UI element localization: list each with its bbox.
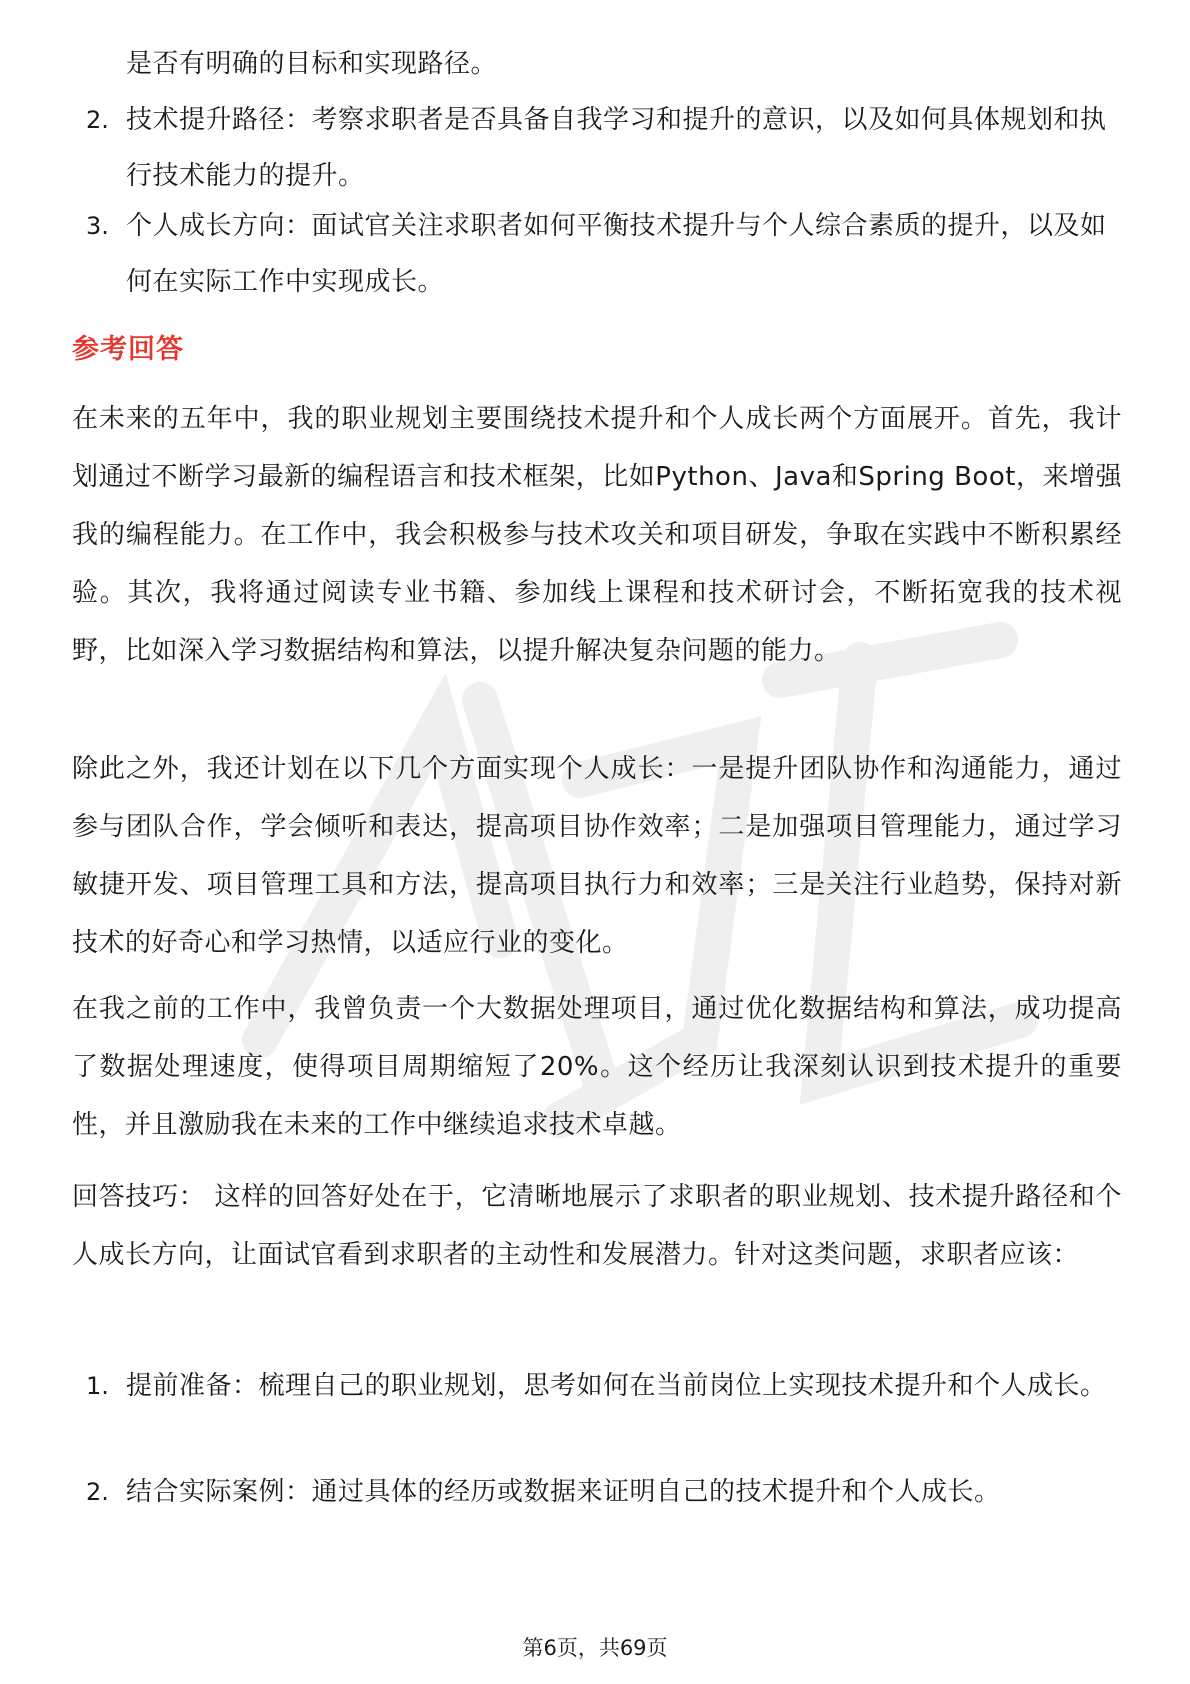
paragraph: 在我之前的工作中，我曾负责一个大数据处理项目，通过优化数据结构和算法，成功提高了数据处理速度，使得项目周期缩短了20%。这个经历让我深刻认识到技术提升的重要性，并且激励我在未来的工作中继续追求技术卓越。 xyxy=(72,994,1122,1140)
list-number: 2. xyxy=(86,1478,109,1506)
list-text: 结合实际案例：通过具体的经历或数据来证明自己的技术提升和个人成长。 xyxy=(126,1477,1001,1507)
section-heading: 参考回答 xyxy=(72,334,184,365)
paragraph: 除此之外，我还计划在以下几个方面实现个人成长：一是提升团队协作和沟通能力，通过参与团队合作，学会倾听和表达，提高项目协作效率；二是加强项目管理能力，通过学习敏捷开发、项目管理工具和方法，提高项目执行力和效率；三是关注行业趋势，保持对新技术的好奇心和学习热情，以适应行业的变化。 xyxy=(72,754,1122,958)
paragraph: 在未来的五年中，我的职业规划主要围绕技术提升和个人成长两个方面展开。首先，我计划通过不断学习最新的编程语言和技术框架，比如Python、Java和Spring Boot，来增强我的编程能力。在工作中，我会积极参与技术攻关和项目研发，争取在实践中不断积累经验。其次，我将通过阅读专业书籍、参加线上课程和技术研讨会，不断拓宽我的技术视野，比如深入学习数据结构和算法，以提升解决复杂问题的能力。 xyxy=(72,404,1122,666)
list-text: 个人成长方向：面试官关注求职者如何平衡技术提升与个人综合素质的提升，以及如何在实际工作中实现成长。 xyxy=(126,211,1107,297)
list-number: 1. xyxy=(86,1372,109,1400)
list-number: 2. xyxy=(86,106,109,134)
tips-paragraph: 回答技巧： 这样的回答好处在于，它清晰地展示了求职者的职业规划、技术提升路径和个人成长方向，让面试官看到求职者的主动性和发展潜力。针对这类问题，求职者应该： xyxy=(72,1182,1122,1270)
list-continuation-text: 是否有明确的目标和实现路径。 xyxy=(126,49,498,79)
list-text: 提前准备：梳理自己的职业规划，思考如何在当前岗位上实现技术提升和个人成长。 xyxy=(126,1371,1107,1401)
list-text: 技术提升路径：考察求职者是否具备自我学习和提升的意识，以及如何具体规划和执行技术能力的提升。 xyxy=(126,105,1107,191)
list-number: 3. xyxy=(86,212,109,240)
page-footer: 第6页，共69页 xyxy=(522,1636,668,1660)
